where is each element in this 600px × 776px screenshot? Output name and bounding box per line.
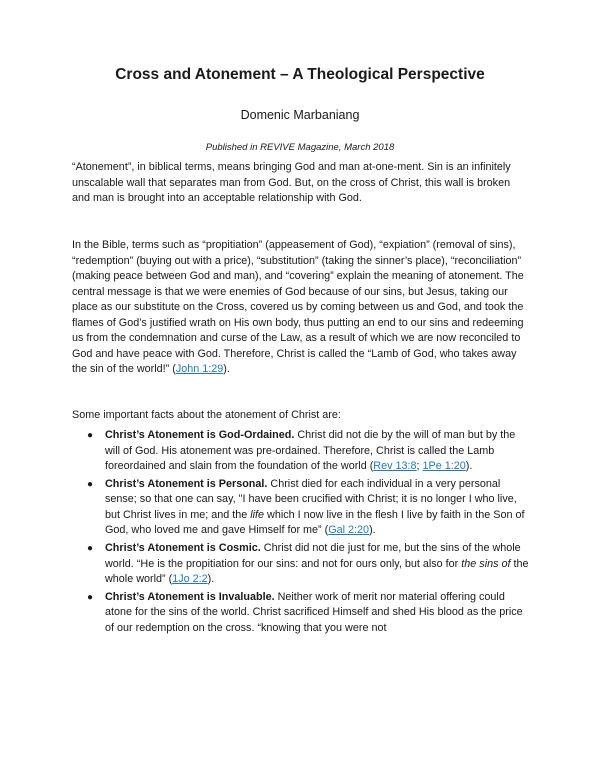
- fact-heading: Christ’s Atonement is Invaluable.: [105, 590, 275, 603]
- list-item: ● Christ’s Atonement is God-Ordained. Christ did not die by the will of man but by the will of God. His atonement was pre-ordained. Therefore, Christ is called the Lamb foreordained and slain from the foundation of the world (Rev 13:8; 1Pe 1:20).: [87, 429, 516, 472]
- fact-heading: Christ’s Atonement is Personal.: [105, 477, 268, 490]
- author-name: Domenic Marbaniang: [240, 108, 360, 122]
- page-title: Cross and Atonement – A Theological Perspective: [115, 66, 485, 83]
- bullet-icon: ●: [87, 543, 94, 555]
- link-gal-2-20[interactable]: Gal 2:20: [328, 524, 370, 537]
- fact-heading: Christ’s Atonement is Cosmic.: [105, 542, 261, 555]
- link-john-1-29[interactable]: John 1:29: [175, 363, 224, 375]
- bullet-icon: ●: [87, 478, 94, 490]
- paragraph-intro: [72, 160, 530, 207]
- link-1pe-1-20[interactable]: 1Pe 1:20: [422, 460, 466, 472]
- paragraph-facts-intro-text: Some important facts about the atonement of Christ are:: [72, 409, 341, 421]
- paragraph-terms-text: In the Bible, terms such as “propitiation” (appeasement of God), “expiation” (removal of sins), “redemption” (buying out with a price), “substitution” (taking the sinner’s place), “reconciliation” (making peace between God and man), and “covering” explain the meaning of atonement. The central message is that we were enemies of God because of our sins, but Jesus, taking our place as our substitute on the Cross, covered us by coming between us and God, and took the flames of God’s justified wrath on His own body, thus putting an end to our sins and redeeming us from the condemnation and curse of the Law, as a result of which we are now reconciled to God and have peace with God. Therefore, Christ is called the “Lamb of God, who takes away the sin of the world!” (: [72, 239, 524, 375]
- paragraph-terms: In the Bible, terms such as “propitiation” (appeasement of God), “expiation” (removal of sins), “redemption” (buying out with a price), “substitution” (taking the sinner’s place), “reconciliation” (making peace between God and man), and “covering” explain the meaning of atonement. The central message is that we were enemies of God because of our sins, but Jesus, taking our place as our substitute on the Cross, covered us by coming between us and God, and took the flames of God’s justified wrath on His own body, thus putting an end to our sins and redeeming us from the condemnation and curse of the Law, as a result of which we are now reconciled to God and have peace with God. Therefore, Christ is called the “Lamb of God, who takes away the sin of the world!” (John 1:29).: [72, 239, 524, 375]
- list-item: ● Christ’s Atonement is Cosmic. Christ did not die just for me, but the sins of the whole world. “He is the propitiation for our sins: and not for ours only, but also for the sins of the whole world” (1Jo 2:2).: [87, 542, 529, 586]
- paragraph-facts-intro: [72, 408, 530, 424]
- link-rev-13-8[interactable]: Rev 13:8: [373, 460, 417, 472]
- list-item: ● Christ’s Atonement is Personal. Christ died for each individual in a very personal sense; so that one can say, "I have been crucified with Christ; it is no longer I who live, but Christ lives in me; and the life which I now live in the flesh I live by faith in the Son of God, who loved me and gave Himself for me” (Gal 2:20).: [87, 477, 525, 537]
- list-item: ● Christ’s Atonement is Invaluable. Neither work of merit nor material offering could atone for the sins of the world. Christ sacrificed Himself and shed His blood as the price of our redemption on the cross. “knowing that you were not: [87, 590, 523, 634]
- bullet-icon: ●: [87, 430, 94, 441]
- link-1jo-2-2[interactable]: 1Jo 2:2: [172, 573, 208, 586]
- bullet-icon: ●: [87, 591, 94, 603]
- publication-note: Published in REVIVE Magazine, March 2018: [205, 142, 395, 153]
- facts-list: [72, 428, 530, 639]
- paragraph-intro-text: “Atonement”, in biblical terms, means bringing God and man at-one-ment. Sin is an infinitely unscalable wall that separates man from God. But, on the cross of Christ, this wall is broken and man is brought into an acceptable relationship with God.: [72, 161, 511, 204]
- fact-heading: Christ’s Atonement is God-Ordained.: [105, 429, 295, 441]
